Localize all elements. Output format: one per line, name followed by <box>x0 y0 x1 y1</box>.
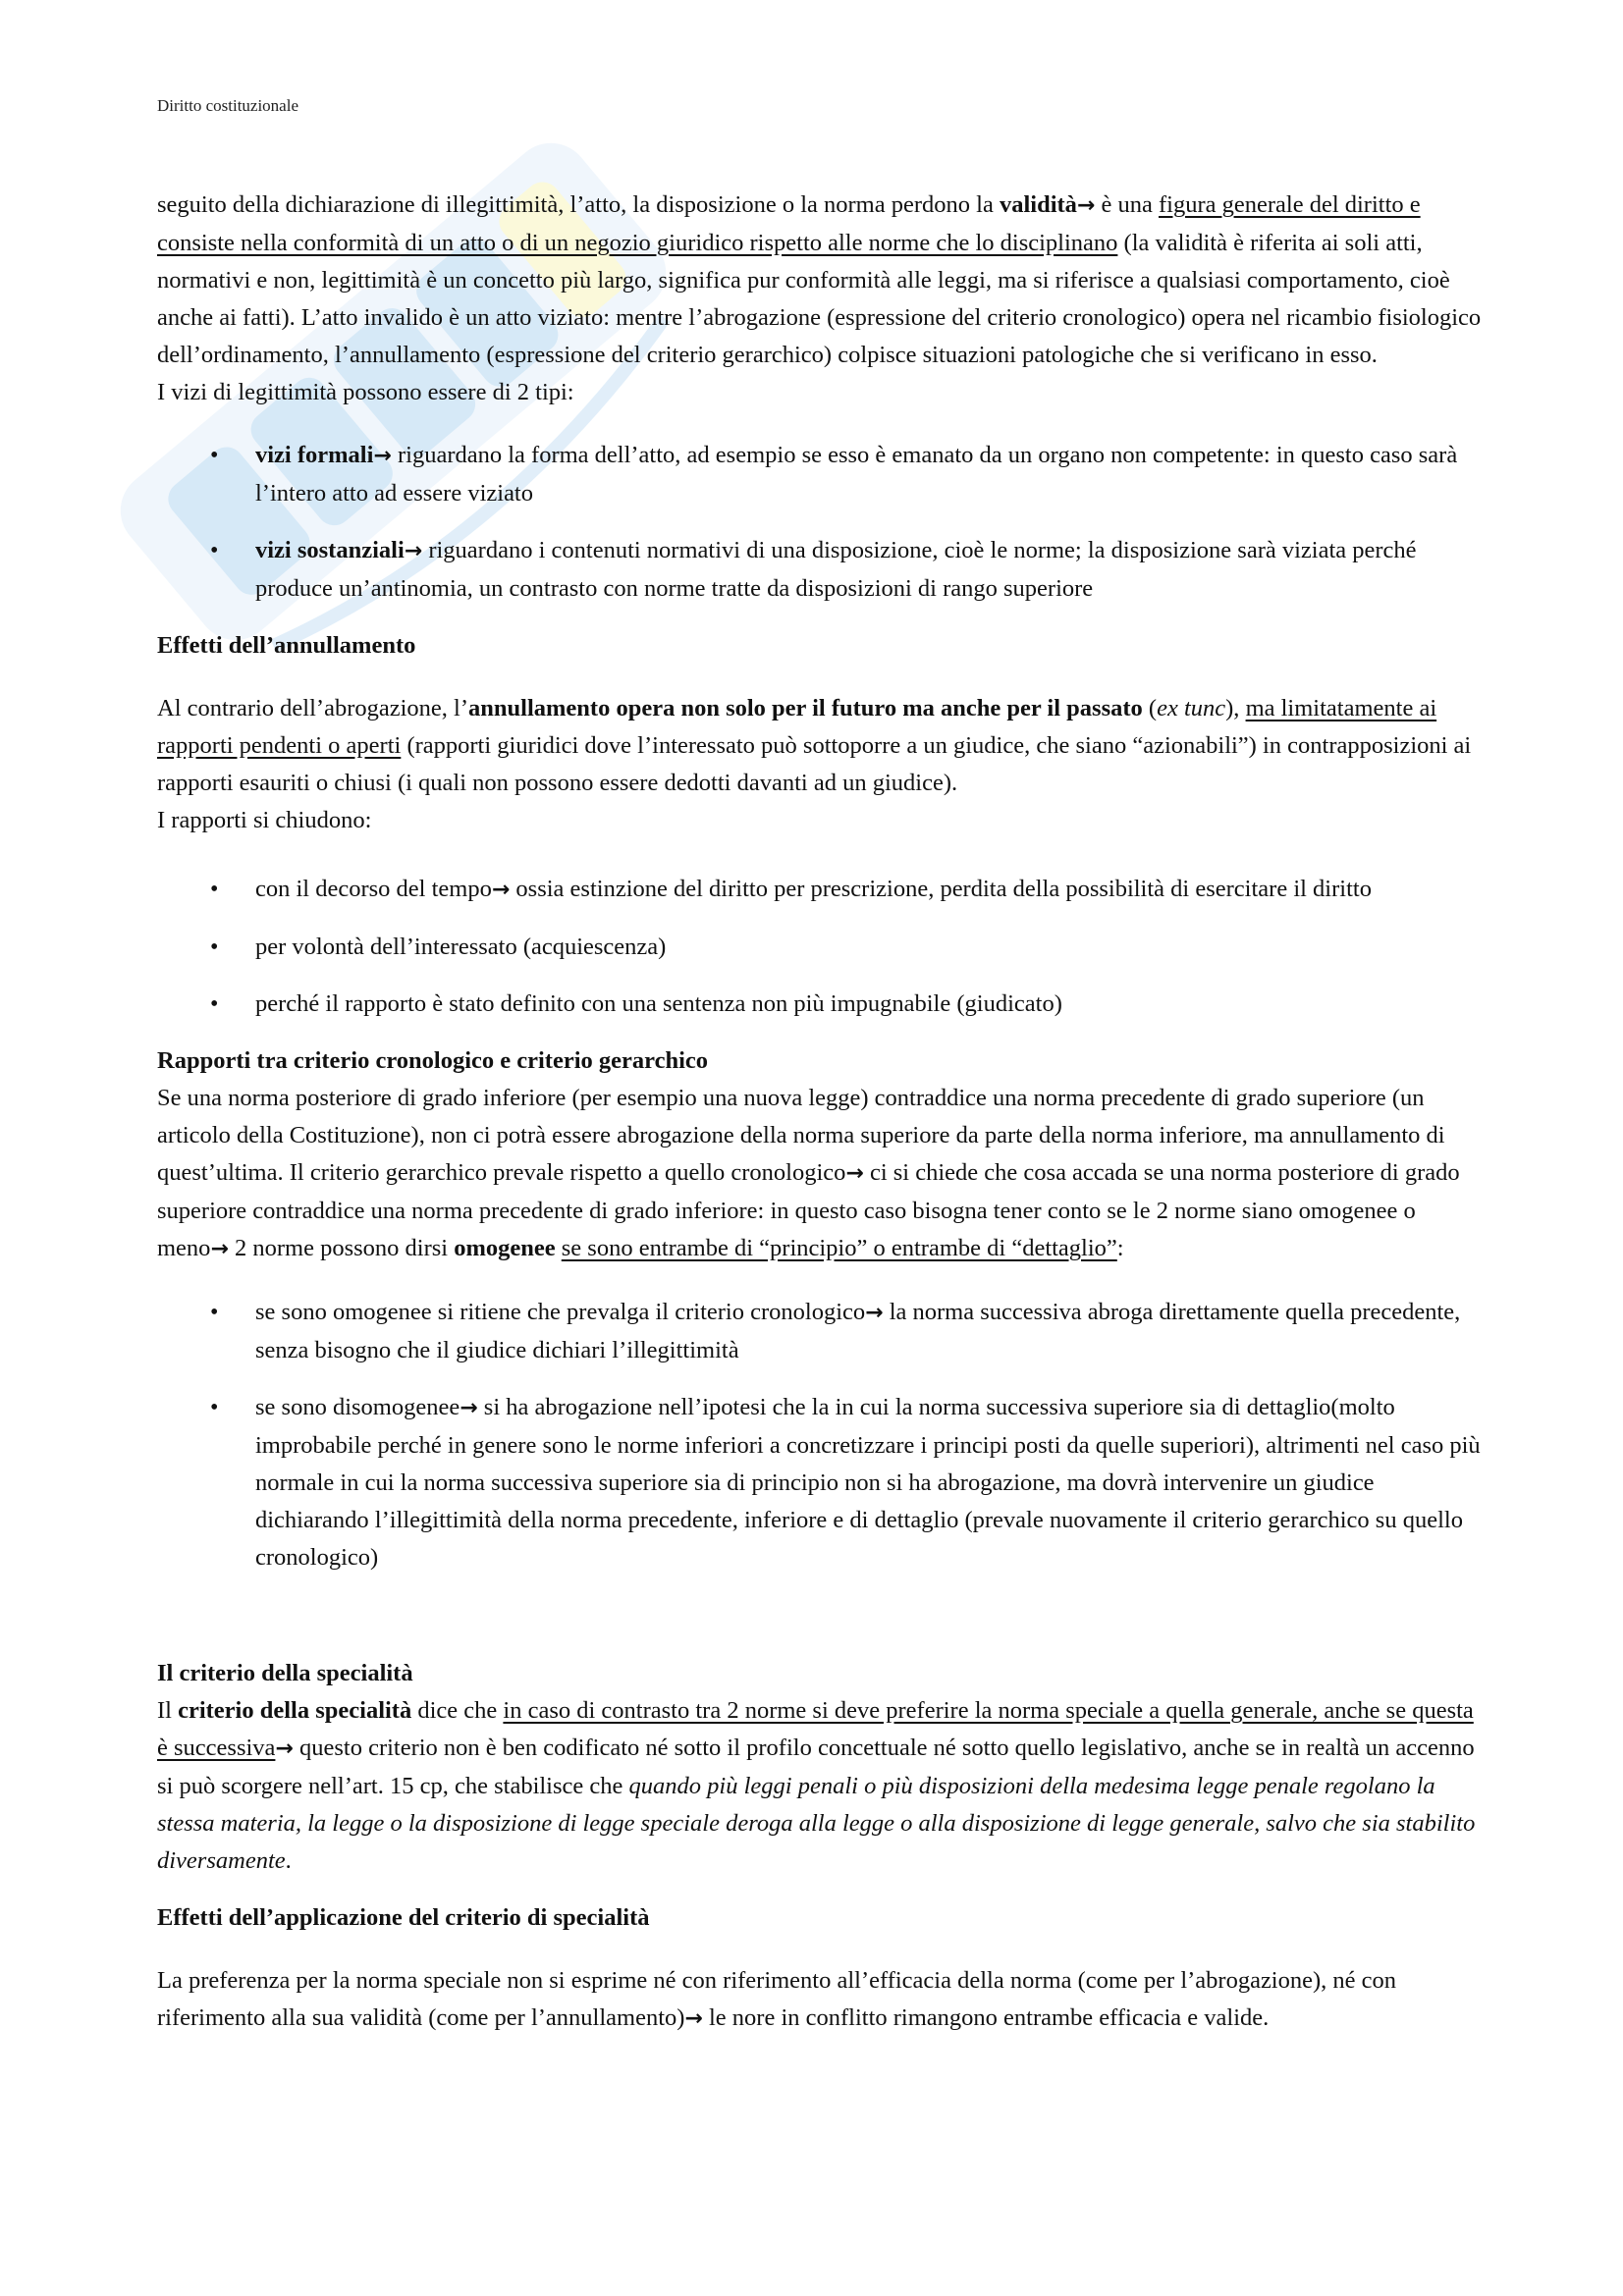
list-item: • vizi formali→ riguardano la forma dell’atto, ad esempio se esso è emanato da un organo non competente: in questo caso sarà l’intero atto ad essere viziato <box>157 437 1483 512</box>
document-body <box>157 187 1483 2038</box>
bullet-icon: • <box>210 443 219 468</box>
heading-rapporti-criteri: Rapporti tra criterio cronologico e criterio gerarchico <box>157 1047 709 1074</box>
bullet-icon: • <box>210 934 219 960</box>
arrow-icon: → <box>460 1396 478 1420</box>
arrow-icon: → <box>684 2006 703 2031</box>
heading-effetti-specialita: Effetti dell’applicazione del criterio di specialità <box>157 1904 650 1931</box>
paragraph-specialita: Il criterio della specialità dice che in caso di contrasto tra 2 norme si deve preferire la norma speciale a quella generale, anche se questa è successiva→ questo criterio non è ben codificato né sotto il profilo concettuale né sotto quello legislativo, anche se in realtà un accenno si può scorgere nell’art. 15 cp, che stabilisce che quando più leggi penali o più disposizioni della medesima legge penale regolano la stessa materia, la legge o la disposizione di legge speciale deroga alla legge o alla disposizione di legge generale, salvo che sia stabilito diversamente. <box>157 1697 1476 1874</box>
list-item: • con il decorso del tempo→ ossia estinzione del diritto per prescrizione, perdita della possibilità di esercitare il diritto <box>157 871 1483 909</box>
paragraph-preferenza: La preferenza per la norma speciale non si esprime né con riferimento all’efficacia della norma (come per l’abrogazione), né con riferimento alla sua validità (come per l’annullamento)→ le nore in conflitto rimangono entrambe efficacia e valide. <box>157 1967 1397 2031</box>
list-item: • se sono disomogenee→ si ha abrogazione nell’ipotesi che la in cui la norma successiva superiore sia di dettaglio(molto improbabile perché in genere sono le norme inferiori a concretizzare i principi posti da quelle superiori), altrimenti nel caso più normale in cui la norma successiva superiore sia di principio non si ha abrogazione, ma dovrà intervenire un giudice dichiarando l’illegittimità della norma precedente, inferiore e di dettaglio (prevale nuovamente il criterio gerarchico su quello cronologico) <box>157 1389 1483 1576</box>
list-item: • vizi sostanziali→ riguardano i contenuti normativi di una disposizione, cioè le norme; la disposizione sarà viziata perché produce un’antinomia, un contrasto con norme tratte da disposizioni di rango superiore <box>157 532 1483 608</box>
bullet-icon: • <box>210 991 219 1017</box>
paragraph-criteri: Se una norma posteriore di grado inferiore (per esempio una nuova legge) contraddice una norma precedente di grado superiore (un articolo della Costituzione), non ci potrà essere abrogazione della norma superiore da parte della norma inferiore, ma annullamento di quest’ultima. Il criterio gerarchico prevale rispetto a quello cronologico→ ci si chiede che cosa accada se una norma posteriore di grado superiore contraddice una norma precedente di grado inferiore: in questo caso bisogna tener conto se le 2 norme siano omogenee o meno→ 2 norme possono dirsi omogenee se sono entrambe di “principio” o entrambe di “dettaglio”: <box>157 1085 1460 1261</box>
list-vizi <box>157 437 1483 608</box>
paragraph-rapporti-chiusi: I rapporti si chiudono: <box>157 807 372 833</box>
arrow-icon: → <box>1076 193 1096 218</box>
page-header: Diritto costituzionale <box>157 96 298 115</box>
list-item: • se sono omogenee si ritiene che prevalga il criterio cronologico→ la norma successiva abroga direttamente quella precedente, senza bisogno che il giudice dichiari l’illegittimità <box>157 1294 1483 1369</box>
list-chiusura <box>157 871 1483 1023</box>
list-omogenee <box>157 1294 1483 1576</box>
paragraph-validita: seguito della dichiarazione di illegittimità, l’atto, la disposizione o la norma perdono la validità→ è una figura generale del diritto e consiste nella conformità di un atto o di un negozio giuridico rispetto alle norme che lo disciplinano (la validità è riferita ai soli atti, normativi e non, legittimità è un concetto più largo, significa pur conformità alle leggi, ma si riferisce a qualsiasi comportamento, cioè anche ai fatti). L’atto invalido è un atto viziato: mentre l’abrogazione (espressione del criterio cronologico) opera nel ricambio fisiologico dell’ordinamento, l’annullamento (espressione del criterio gerarchico) colpisce situazioni patologiche che si verificano in esso. <box>157 191 1482 368</box>
heading-specialita: Il criterio della specialità <box>157 1660 413 1686</box>
paragraph-annullamento: Al contrario dell’abrogazione, l’annullamento opera non solo per il futuro ma anche per il passato (ex tunc), ma limitatamente ai rapporti pendenti o aperti (rapporti giuridici dove l’interessato può sottoporre a un giudice, che siano “azionabili”) in contrapposizioni ai rapporti esauriti o chiusi (i quali non possono essere dedotti davanti ad un giudice). <box>157 695 1472 796</box>
arrow-icon: → <box>210 1237 229 1261</box>
bullet-icon: • <box>210 877 219 902</box>
heading-effetti-annullamento: Effetti dell’annullamento <box>157 632 416 659</box>
arrow-icon: → <box>845 1161 864 1186</box>
arrow-icon: → <box>373 444 392 468</box>
paragraph-vizi-intro: I vizi di legittimità possono essere di 2 tipi: <box>157 379 574 405</box>
arrow-icon: → <box>491 878 511 902</box>
list-item: • perché il rapporto è stato definito con una sentenza non più impugnabile (giudicato) <box>157 986 1483 1023</box>
list-item: • per volontà dell’interessato (acquiescenza) <box>157 929 1483 966</box>
bullet-icon: • <box>210 1300 219 1325</box>
arrow-icon: → <box>865 1301 884 1325</box>
arrow-icon: → <box>275 1736 294 1761</box>
arrow-icon: → <box>404 539 423 563</box>
bullet-icon: • <box>210 538 219 563</box>
term-validita: validità <box>999 191 1077 218</box>
bullet-icon: • <box>210 1395 219 1420</box>
